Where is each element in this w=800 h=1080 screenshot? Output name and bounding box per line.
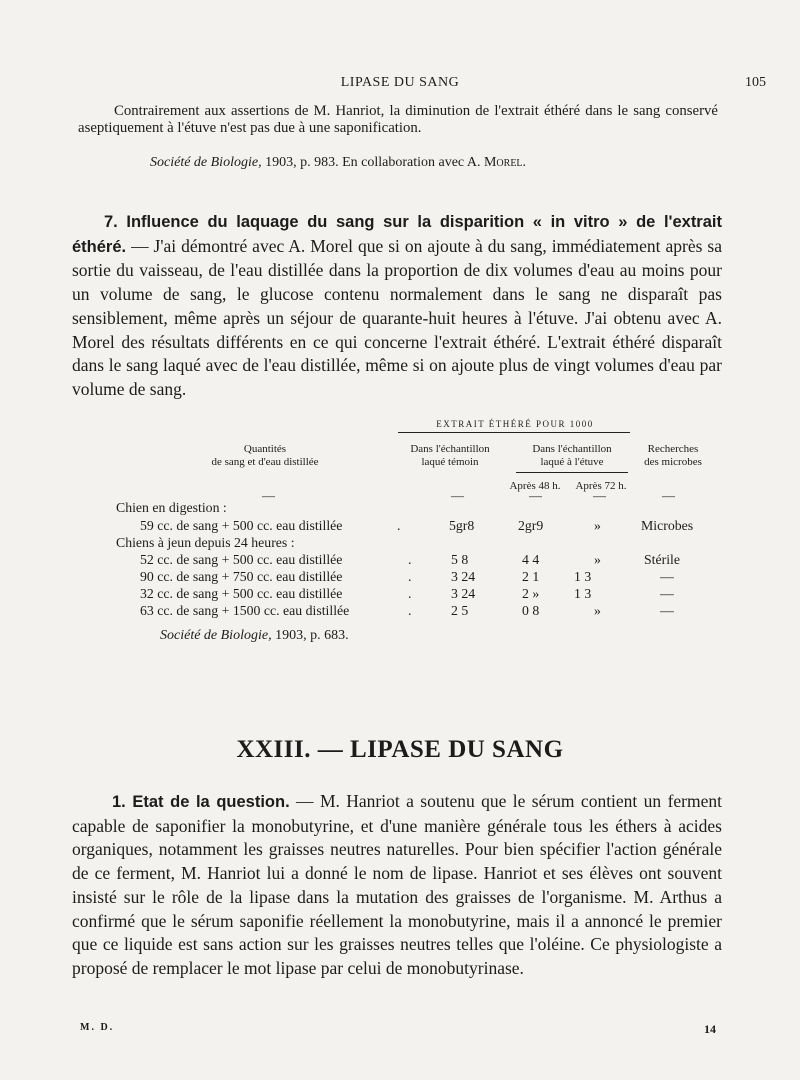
group-label-digestion: Chien en digestion : (116, 500, 227, 515)
table-row: 59 cc. de sang + 500 cc. eau distillée (140, 518, 343, 533)
col-header-48h: Après 48 h. (509, 480, 561, 492)
footer-sheet-number: 14 (704, 1022, 716, 1036)
table-row: 52 cc. de sang + 500 cc. eau distillée (140, 552, 343, 567)
citation-journal: Société de Biologie, (160, 628, 272, 643)
col-header-etuve: Dans l'échantillon laqué à l'étuve (532, 443, 612, 468)
document-page: LIPASE DU SANG 105 Contrairement aux assertions de M. Hanriot, la diminution de l'extrait éthéré dans le sang conservé aseptiquement à l'étuve n'est pas due à une saponification. Société de Biologie, 1903, p. 983. En collaboration avec A. Morel. 7. Influence du laquage du sang sur la disparition « in vitro » de l'extrait éthéré. — J'ai démontré avec A. Morel que si on ajoute à du sang, immédiatement après sa sortie du vaisseau, de l'eau distillée dans la proportion de dix volumes d'eau au moins pour un volume de sang, le glucose contenu normalement dans le sang ne disparaît pas sensiblement, même après un séjour de quarante-huit heures à l'étuve. J'ai obtenu avec A. Morel des résultats différents en ce qui concerne l'extrait éthéré. L'extrait éthéré disparaît dans le sang laqué avec de l'eau distillée, même si on ajoute plus de vingt volumes d'eau par volume de sang. EXTRAIT ÉTHÉRÉ POUR 1000 Quantités de sang et d'eau distillée Dans l'échantillon laqué témoin Dans l'échantillon laqué à l'étuve Recherches des microbes Après 48 h. Après 72 h. — — — — — Chien en digestion : 59 cc. de sang + 500 cc. eau distillée . 5gr8 2gr9 » Microbes Chiens à jeun depuis 24 heures : 52 cc. de sang + 500 cc. eau distillée . 5 8 4 4 » Stérile 90 cc. de sang + 750 cc. eau distillée . 3 24 2 1 1 3 — 32 cc. de sang + 500 cc. eau distillée . 3 24 2 » 1 3 — 63 cc. de sang + 1500 cc. eau distillée . 2 5 0 8 » — Société de Biologie, 1903, p. 683. XXIII. — LIPASE DU SANG 1. Etat de la question. — M. Hanriot a soutenu que le sérum contient un ferment capable de saponifier la monobutyrine, et d'une manière générale tous les éthers à acides organiques, notamment les graisses neutres naturelles. Pour bien spécifier l'action générale de ce ferment, M. Hanriot lui a donné le nom de lipase. Hanriot et ses élèves ont souvent insisté sur le rôle de la lipase dans la mutation des graisses de l'organisme. M. Arthus a confirmé que le sérum saponifie réellement la monobutyrine, mais il a annoncé le premier que ce liquide est sans action sur les graisses neutres telles que l'oléine. Ce physiologiste a proposé de remplacer le mot lipase par celui de monobutyrinase. M. D. 14 (0, 0, 800, 1080)
page-number: 105 (745, 75, 766, 90)
footer-signature: M. D. (80, 1022, 115, 1033)
paragraph-intro: Contrairement aux assertions de M. Hanriot, la diminution de l'extrait éthéré dans le sang conservé aseptiquement à l'étuve n'est pas due à une saponification. (78, 103, 718, 136)
cell-72h: 1 3 (574, 569, 592, 584)
cell-temoin: 3 24 (451, 586, 476, 601)
citation-author: Morel. (483, 155, 527, 170)
citation-details: 1903, p. 983. En collaboration avec A. (261, 155, 484, 170)
cell-72h: » (594, 603, 601, 618)
citation-2 (160, 628, 349, 644)
cell-temoin: 2 5 (451, 603, 469, 618)
col-header-72h: Après 72 h. (575, 480, 627, 492)
col-header-microbes: Recherches des microbes (644, 443, 702, 468)
cell-48h: 0 8 (522, 603, 540, 618)
cell-microbes: — (660, 586, 674, 601)
chapter-title: XXIII. — LIPASE DU SANG (236, 736, 564, 763)
cell-72h: 1 3 (574, 586, 592, 601)
section-7-heading: 7. Influence du laquage du sang sur la disparition « in vitro » de l'extrait éthéré. (72, 213, 722, 256)
cell-72h: » (594, 552, 601, 567)
cell-48h: 2 1 (522, 569, 540, 584)
citation-1 (150, 155, 526, 171)
cell-microbes: — (660, 603, 674, 618)
cell-temoin: 5 8 (451, 552, 469, 567)
col-header-temoin: Dans l'échantillon laqué témoin (410, 443, 490, 468)
section-7-body: — J'ai démontré avec A. Morel que si on ajoute à du sang, immédiatement après sa sortie du vaisseau, de l'eau distillée dans la proportion de dix volumes d'eau au moins pour un volume de sang, le glucose contenu normalement dans le sang ne disparaît pas sensiblement, même après un séjour de quarante-huit heures à l'étuve. J'ai obtenu avec A. Morel des résultats différents en ce qui concerne l'extrait éthéré. L'extrait éthéré disparaît dans le sang laqué avec de l'eau distillée, même si on ajoute plus de vingt volumes d'eau par volume de sang. (72, 235, 722, 399)
running-title: LIPASE DU SANG (340, 75, 460, 90)
sub-brace (516, 472, 628, 473)
col-header-quantites: Quantités de sang et d'eau distillée (211, 443, 319, 468)
cell-microbes: — (660, 569, 674, 584)
cell-temoin: 5gr8 (449, 518, 475, 533)
cell-temoin: 3 24 (451, 569, 476, 584)
group-brace (398, 432, 630, 433)
section-7 (72, 210, 722, 402)
table-row: 63 cc. de sang + 1500 cc. eau distillée (140, 603, 350, 618)
section-1-body: — M. Hanriot a soutenu que le sérum contient un ferment capable de saponifier la monobutyrine, et d'une manière générale tous les éthers à acides organiques, notamment les graisses neutres naturelles. Pour bien spécifier l'action générale de ce ferment, M. Hanriot lui a donné le nom de lipase. Hanriot et ses élèves ont souvent insisté sur le rôle de la lipase dans la mutation des graisses de l'organisme. M. Arthus a confirmé que le sérum saponifie réellement la monobutyrine, mais il a annoncé le premier que ce liquide est sans action sur les graisses neutres telles que l'oléine. Ce physiologiste a proposé de remplacer le mot lipase par celui de monobutyrinase. (72, 791, 722, 978)
running-head (0, 75, 800, 95)
cell-48h: 2gr9 (518, 518, 544, 533)
table-group-header: EXTRAIT ÉTHÉRÉ POUR 1000 (436, 419, 594, 429)
cell-48h: 4 4 (522, 552, 540, 567)
section-1 (72, 790, 722, 981)
table-row: 90 cc. de sang + 750 cc. eau distillée (140, 569, 343, 584)
cell-48h: 2 » (522, 586, 540, 601)
cell-microbes: Stérile (644, 552, 681, 567)
group-label-jeun: Chiens à jeun depuis 24 heures : (116, 535, 295, 550)
citation-journal: Société de Biologie, (150, 155, 262, 170)
section-1-heading: 1. Etat de la question. (112, 793, 290, 811)
cell-72h: » (594, 518, 601, 533)
cell-microbes: Microbes (641, 518, 694, 533)
table-row: 32 cc. de sang + 500 cc. eau distillée (140, 586, 343, 601)
citation-details: 1903, p. 683. (271, 628, 349, 643)
